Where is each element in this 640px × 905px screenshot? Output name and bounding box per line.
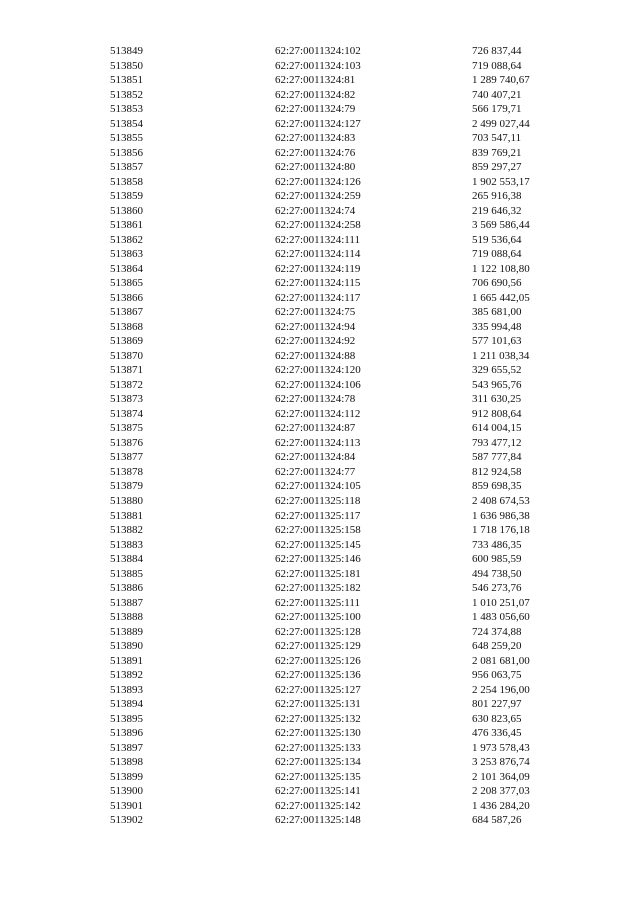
cadastral-value: 1 010 251,07 xyxy=(472,596,530,609)
record-number: 513853 xyxy=(110,103,143,116)
cadastral-number: 62:27:0011324:83 xyxy=(275,132,356,145)
cadastral-value: 912 808,64 xyxy=(472,407,522,420)
cadastral-value: 335 994,48 xyxy=(472,320,522,333)
cadastral-number: 62:27:0011324:80 xyxy=(275,161,356,174)
table-row xyxy=(0,204,640,219)
cadastral-value: 2 101 364,09 xyxy=(472,770,530,783)
cadastral-number: 62:27:0011325:127 xyxy=(275,683,361,696)
table-row xyxy=(0,363,640,378)
table-row xyxy=(0,450,640,465)
table-row xyxy=(0,392,640,407)
cadastral-number: 62:27:0011324:258 xyxy=(275,219,361,232)
table-row xyxy=(0,712,640,727)
cadastral-number: 62:27:0011324:259 xyxy=(275,190,361,203)
cadastral-value: 1 718 176,18 xyxy=(472,524,530,537)
table-row xyxy=(0,407,640,422)
table-row xyxy=(0,770,640,785)
cadastral-number: 62:27:0011325:100 xyxy=(275,611,361,624)
table-row xyxy=(0,334,640,349)
record-number: 513865 xyxy=(110,277,143,290)
record-number: 513861 xyxy=(110,219,143,232)
table-row xyxy=(0,44,640,59)
cadastral-value: 2 408 674,53 xyxy=(472,494,530,507)
record-number: 513892 xyxy=(110,669,143,682)
cadastral-number: 62:27:0011324:79 xyxy=(275,103,356,116)
record-number: 513887 xyxy=(110,596,143,609)
table-row xyxy=(0,73,640,88)
cadastral-number: 62:27:0011325:158 xyxy=(275,524,361,537)
cadastral-number: 62:27:0011324:92 xyxy=(275,335,356,348)
cadastral-number: 62:27:0011324:77 xyxy=(275,465,356,478)
record-number: 513859 xyxy=(110,190,143,203)
table-row xyxy=(0,755,640,770)
table-row xyxy=(0,813,640,828)
cadastral-number: 62:27:0011324:81 xyxy=(275,74,356,87)
cadastral-number: 62:27:0011324:102 xyxy=(275,45,361,57)
table-row xyxy=(0,175,640,190)
cadastral-value: 587 777,84 xyxy=(472,451,522,464)
table-row xyxy=(0,218,640,233)
cadastral-number: 62:27:0011325:134 xyxy=(275,756,361,769)
record-number: 513857 xyxy=(110,161,143,174)
record-number: 513849 xyxy=(110,45,143,57)
cadastral-number: 62:27:0011325:182 xyxy=(275,582,361,595)
cadastral-number: 62:27:0011324:94 xyxy=(275,320,356,333)
record-number: 513898 xyxy=(110,756,143,769)
cadastral-value: 3 569 586,44 xyxy=(472,219,530,232)
record-number: 513899 xyxy=(110,770,143,783)
record-number: 513856 xyxy=(110,146,143,159)
table-row xyxy=(0,465,640,480)
table-row xyxy=(0,639,640,654)
cadastral-value: 519 536,64 xyxy=(472,233,522,246)
table-row xyxy=(0,146,640,161)
cadastral-number: 62:27:0011325:181 xyxy=(275,567,361,580)
record-number: 513851 xyxy=(110,74,143,87)
record-number: 513885 xyxy=(110,567,143,580)
table-row xyxy=(0,697,640,712)
table-row xyxy=(0,233,640,248)
cadastral-value: 2 081 681,00 xyxy=(472,654,530,667)
cadastral-value: 801 227,97 xyxy=(472,698,522,711)
cadastral-value: 2 499 027,44 xyxy=(472,117,530,130)
table-row xyxy=(0,479,640,494)
table-row xyxy=(0,305,640,320)
record-number: 513884 xyxy=(110,553,143,566)
table-row xyxy=(0,117,640,132)
record-number: 513878 xyxy=(110,465,143,478)
table-row xyxy=(0,683,640,698)
cadastral-value: 703 547,11 xyxy=(472,132,522,145)
cadastral-value: 733 486,35 xyxy=(472,538,522,551)
cadastral-number: 62:27:0011325:135 xyxy=(275,770,361,783)
data-table xyxy=(0,44,640,828)
cadastral-value: 546 273,76 xyxy=(472,582,522,595)
cadastral-number: 62:27:0011325:130 xyxy=(275,727,361,740)
record-number: 513890 xyxy=(110,640,143,653)
cadastral-number: 62:27:0011324:87 xyxy=(275,422,356,435)
cadastral-number: 62:27:0011324:75 xyxy=(275,306,356,319)
record-number: 513889 xyxy=(110,625,143,638)
cadastral-number: 62:27:0011325:117 xyxy=(275,509,361,522)
cadastral-number: 62:27:0011324:105 xyxy=(275,480,361,493)
record-number: 513858 xyxy=(110,175,143,188)
cadastral-number: 62:27:0011324:120 xyxy=(275,364,361,377)
table-row xyxy=(0,654,640,669)
cadastral-number: 62:27:0011324:76 xyxy=(275,146,356,159)
table-row xyxy=(0,523,640,538)
cadastral-number: 62:27:0011324:106 xyxy=(275,378,361,391)
cadastral-value: 476 336,45 xyxy=(472,727,522,740)
record-number: 513897 xyxy=(110,741,143,754)
record-number: 513895 xyxy=(110,712,143,725)
table-row xyxy=(0,160,640,175)
cadastral-value: 311 630,25 xyxy=(472,393,522,406)
table-row xyxy=(0,596,640,611)
cadastral-value: 1 636 986,38 xyxy=(472,509,530,522)
table-row xyxy=(0,421,640,436)
table-row xyxy=(0,59,640,74)
cadastral-value: 566 179,71 xyxy=(472,103,522,116)
cadastral-number: 62:27:0011324:115 xyxy=(275,277,361,290)
cadastral-value: 3 253 876,74 xyxy=(472,756,530,769)
table-row xyxy=(0,378,640,393)
record-number: 513875 xyxy=(110,422,143,435)
cadastral-value: 630 823,65 xyxy=(472,712,522,725)
record-number: 513900 xyxy=(110,785,143,798)
cadastral-value: 219 646,32 xyxy=(472,204,522,217)
record-number: 513852 xyxy=(110,88,143,101)
cadastral-number: 62:27:0011325:146 xyxy=(275,553,361,566)
record-number: 513876 xyxy=(110,436,143,449)
table-row xyxy=(0,276,640,291)
table-row xyxy=(0,726,640,741)
cadastral-value: 956 063,75 xyxy=(472,669,522,682)
cadastral-number: 62:27:0011324:88 xyxy=(275,349,356,362)
record-number: 513886 xyxy=(110,582,143,595)
table-row xyxy=(0,668,640,683)
table-row xyxy=(0,262,640,277)
cadastral-value: 614 004,15 xyxy=(472,422,522,435)
record-number: 513867 xyxy=(110,306,143,319)
cadastral-value: 600 985,59 xyxy=(472,553,522,566)
cadastral-value: 543 965,76 xyxy=(472,378,522,391)
record-number: 513901 xyxy=(110,799,143,812)
cadastral-value: 684 587,26 xyxy=(472,814,522,827)
table-row xyxy=(0,509,640,524)
cadastral-number: 62:27:0011324:78 xyxy=(275,393,356,406)
record-number: 513881 xyxy=(110,509,143,522)
record-number: 513866 xyxy=(110,291,143,304)
cadastral-number: 62:27:0011324:126 xyxy=(275,175,361,188)
record-number: 513882 xyxy=(110,524,143,537)
cadastral-number: 62:27:0011324:103 xyxy=(275,59,361,72)
cadastral-number: 62:27:0011324:112 xyxy=(275,407,361,420)
cadastral-number: 62:27:0011324:82 xyxy=(275,88,356,101)
cadastral-number: 62:27:0011325:129 xyxy=(275,640,361,653)
record-number: 513893 xyxy=(110,683,143,696)
record-number: 513879 xyxy=(110,480,143,493)
table-row xyxy=(0,625,640,640)
table-row xyxy=(0,131,640,146)
cadastral-value: 648 259,20 xyxy=(472,640,522,653)
record-number: 513869 xyxy=(110,335,143,348)
cadastral-value: 719 088,64 xyxy=(472,248,522,261)
record-number: 513868 xyxy=(110,320,143,333)
record-number: 513864 xyxy=(110,262,143,275)
table-row xyxy=(0,567,640,582)
cadastral-number: 62:27:0011324:114 xyxy=(275,248,361,261)
cadastral-value: 839 769,21 xyxy=(472,146,522,159)
record-number: 513877 xyxy=(110,451,143,464)
table-row xyxy=(0,552,640,567)
cadastral-value: 385 681,00 xyxy=(472,306,522,319)
record-number: 513888 xyxy=(110,611,143,624)
cadastral-number: 62:27:0011324:127 xyxy=(275,117,361,130)
cadastral-value: 2 208 377,03 xyxy=(472,785,530,798)
cadastral-value: 740 407,21 xyxy=(472,88,522,101)
table-row xyxy=(0,741,640,756)
cadastral-number: 62:27:0011324:119 xyxy=(275,262,361,275)
record-number: 513850 xyxy=(110,59,143,72)
record-number: 513862 xyxy=(110,233,143,246)
cadastral-value: 859 698,35 xyxy=(472,480,522,493)
record-number: 513874 xyxy=(110,407,143,420)
cadastral-value: 1 665 442,05 xyxy=(472,291,530,304)
table-row xyxy=(0,784,640,799)
cadastral-value: 1 483 056,60 xyxy=(472,611,530,624)
cadastral-value: 577 101,63 xyxy=(472,335,522,348)
table-row xyxy=(0,436,640,451)
cadastral-value: 726 837,44 xyxy=(472,45,522,57)
record-number: 513883 xyxy=(110,538,143,551)
record-number: 513855 xyxy=(110,132,143,145)
cadastral-number: 62:27:0011325:145 xyxy=(275,538,361,551)
record-number: 513873 xyxy=(110,393,143,406)
record-number: 513871 xyxy=(110,364,143,377)
cadastral-value: 1 122 108,80 xyxy=(472,262,530,275)
table-row xyxy=(0,189,640,204)
table-row xyxy=(0,349,640,364)
record-number: 513863 xyxy=(110,248,143,261)
cadastral-value: 812 924,58 xyxy=(472,465,522,478)
record-number: 513880 xyxy=(110,494,143,507)
cadastral-number: 62:27:0011325:133 xyxy=(275,741,361,754)
cadastral-number: 62:27:0011325:131 xyxy=(275,698,361,711)
record-number: 513860 xyxy=(110,204,143,217)
cadastral-value: 724 374,88 xyxy=(472,625,522,638)
table-row xyxy=(0,494,640,509)
cadastral-number: 62:27:0011325:118 xyxy=(275,494,361,507)
cadastral-number: 62:27:0011325:132 xyxy=(275,712,361,725)
cadastral-value: 494 738,50 xyxy=(472,567,522,580)
cadastral-number: 62:27:0011324:117 xyxy=(275,291,361,304)
cadastral-value: 1 902 553,17 xyxy=(472,175,530,188)
cadastral-value: 1 973 578,43 xyxy=(472,741,530,754)
table-row xyxy=(0,102,640,117)
cadastral-number: 62:27:0011325:141 xyxy=(275,785,361,798)
table-row xyxy=(0,320,640,335)
cadastral-number: 62:27:0011324:113 xyxy=(275,436,361,449)
cadastral-value: 859 297,27 xyxy=(472,161,522,174)
table-row xyxy=(0,538,640,553)
cadastral-value: 265 916,38 xyxy=(472,190,522,203)
record-number: 513854 xyxy=(110,117,143,130)
cadastral-number: 62:27:0011324:74 xyxy=(275,204,356,217)
cadastral-number: 62:27:0011325:148 xyxy=(275,814,361,827)
cadastral-value: 793 477,12 xyxy=(472,436,522,449)
cadastral-number: 62:27:0011325:126 xyxy=(275,654,361,667)
table-row xyxy=(0,799,640,814)
cadastral-value: 719 088,64 xyxy=(472,59,522,72)
table-row xyxy=(0,247,640,262)
cadastral-value: 2 254 196,00 xyxy=(472,683,530,696)
table-row xyxy=(0,88,640,103)
record-number: 513872 xyxy=(110,378,143,391)
table-row xyxy=(0,610,640,625)
cadastral-value: 1 436 284,20 xyxy=(472,799,530,812)
record-number: 513894 xyxy=(110,698,143,711)
cadastral-value: 329 655,52 xyxy=(472,364,522,377)
cadastral-number: 62:27:0011325:142 xyxy=(275,799,361,812)
cadastral-number: 62:27:0011324:111 xyxy=(275,233,360,246)
record-number: 513902 xyxy=(110,814,143,827)
cadastral-number: 62:27:0011325:136 xyxy=(275,669,361,682)
cadastral-number: 62:27:0011324:84 xyxy=(275,451,356,464)
table-row xyxy=(0,581,640,596)
cadastral-number: 62:27:0011325:128 xyxy=(275,625,361,638)
record-number: 513891 xyxy=(110,654,143,667)
cadastral-value: 1 289 740,67 xyxy=(472,74,530,87)
record-number: 513896 xyxy=(110,727,143,740)
cadastral-value: 706 690,56 xyxy=(472,277,522,290)
cadastral-number: 62:27:0011325:111 xyxy=(275,596,360,609)
record-number: 513870 xyxy=(110,349,143,362)
table-row xyxy=(0,291,640,306)
cadastral-value: 1 211 038,34 xyxy=(472,349,530,362)
